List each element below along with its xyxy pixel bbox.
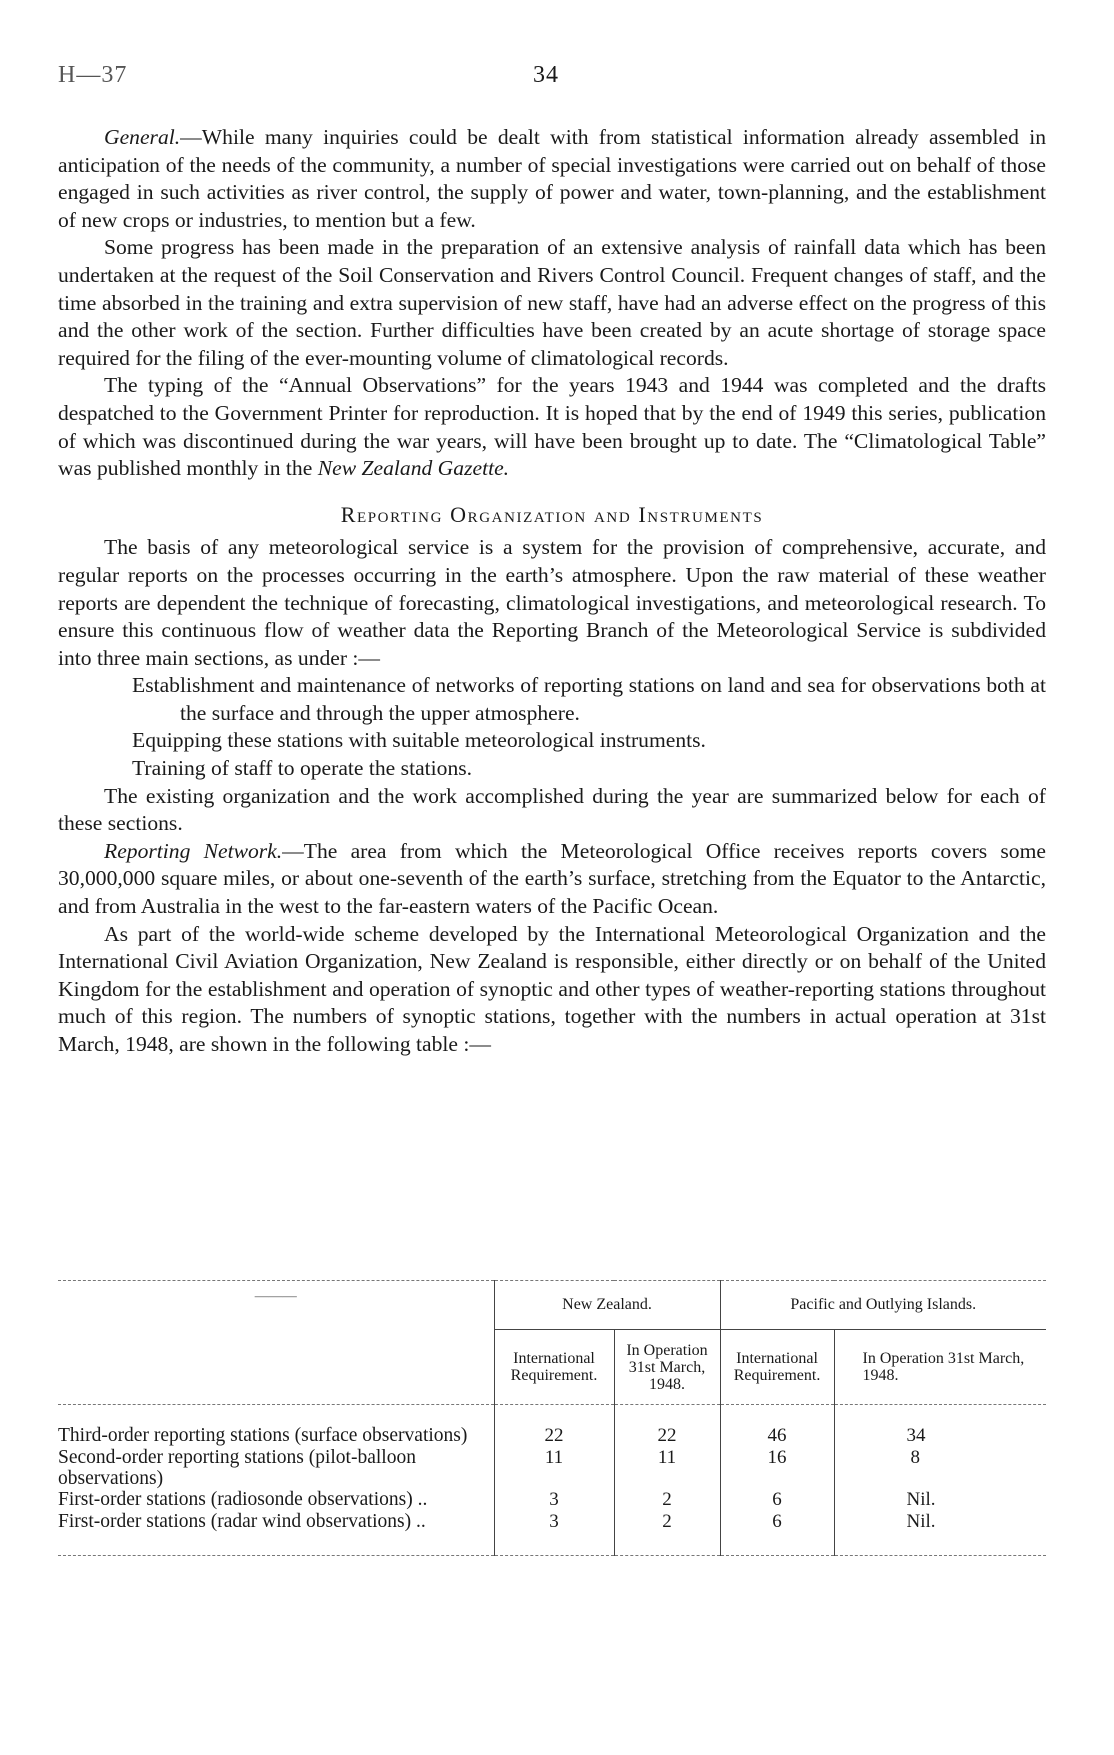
- table-row: [58, 1447, 1046, 1489]
- publication-title: New Zealand Gazette.: [317, 456, 510, 481]
- cell-pacific-in-operation: 34: [834, 1405, 1046, 1448]
- paragraph-text: The typing of the “Annual Observations” for the years 1943 and 1944 was completed and the drafts despatched to the Government Printer for reproduction. It is hoped that by the end of 1949 this series, publication of which was discontinued during the war years, will have been brought up to date. The “Climatological Table” was published monthly in the: [58, 373, 1046, 481]
- cell-pacific-requirement: 46: [720, 1405, 834, 1448]
- row-label: First-order stations (radar wind observations) ..: [58, 1511, 426, 1532]
- paragraph-service-basis: The basis of any meteorological service is a system for the provision of comprehensive, accurate, and regular reports on the processes occurring in the earth’s atmosphere. Upon the raw material of these weather reports are dependent the technique of forecasting, climatological investigations, and meteorological research. To ensure this continuous flow of weather data the Reporting Branch of the Meteorological Service is subdivided into three main sections, as under :—: [58, 535, 1046, 670]
- table-stub-header: ———: [254, 1289, 297, 1304]
- column-group-new-zealand: New Zealand.: [494, 1281, 720, 1330]
- cell-pacific-in-operation: Nil.: [834, 1511, 1046, 1556]
- cell-nz-in-operation: 2: [614, 1489, 720, 1511]
- column-header-pacific-in-operation: In Operation 31st March, 1948.: [834, 1330, 1046, 1405]
- column-header-nz-in-operation: In Operation 31st March, 1948.: [614, 1330, 720, 1405]
- cell-nz-requirement: 11: [494, 1447, 614, 1489]
- paragraph-text: —While many inquiries could be dealt with from statistical information already assembled in anticipation of the needs of the community, a number of special investigations were carried out on behalf of those engaged in such activities as river control, the supply of power and water, town-planning, and the establishment of new crops or industries, to mention but a few.: [58, 125, 1046, 232]
- document-body: [58, 124, 1046, 1059]
- page-number: 34: [533, 62, 559, 88]
- cell-pacific-requirement: 16: [720, 1447, 834, 1489]
- list-item: Establishment and maintenance of networks of reporting stations on land and sea for observations both at the surface and through the upper atmosphere.: [132, 673, 1046, 725]
- cell-nz-in-operation: 2: [614, 1511, 720, 1556]
- column-group-pacific-islands: Pacific and Outlying Islands.: [720, 1281, 1046, 1330]
- cell-pacific-in-operation: 8: [834, 1447, 1046, 1489]
- column-header-pacific-requirement: International Requirement.: [720, 1330, 834, 1405]
- paragraph-summary: The existing organization and the work accomplished during the year are summarized below for each of these sections.: [58, 783, 1046, 836]
- list-item: Training of staff to operate the stations.: [132, 756, 473, 781]
- paragraph-world-wide-scheme: As part of the world-wide scheme developed by the International Meteorological Organization and the International Civil Aviation Organization, New Zealand is responsible, either directly or on behalf of the United Kingdom for the establishment and operation of synoptic and other types of weather-reporting stations throughout much of this region. The numbers of synoptic stations, together with the numbers in actual operation at 31st March, 1948, are shown in the following table :—: [58, 921, 1046, 1056]
- paragraph-general: [58, 124, 1046, 234]
- page-header: [58, 62, 1046, 98]
- paragraph-lead-reporting-network: Reporting Network.: [104, 838, 283, 863]
- list-item: Equipping these stations with suitable meteorological instruments.: [132, 728, 706, 753]
- section-heading: Reporting Organization and Instruments: [340, 501, 764, 527]
- table-row: [58, 1489, 1046, 1511]
- cell-nz-requirement: 3: [494, 1489, 614, 1511]
- paragraph-text: —The area from which the Meteorological Office receives reports covers some 30,000,000 square miles, or about one-seventh of the earth’s surface, stretching from the Equator to the Antarctic, and from Australia in the west to the far-eastern waters of the Pacific Ocean.: [58, 838, 1046, 919]
- cell-nz-requirement: 3: [494, 1511, 614, 1556]
- stations-table: [58, 1280, 1046, 1556]
- cell-nz-in-operation: 11: [614, 1447, 720, 1489]
- paragraph-lead-general: General.: [104, 125, 181, 149]
- cell-pacific-requirement: 6: [720, 1489, 834, 1511]
- paragraph-annual-observations: [58, 372, 1046, 482]
- cell-pacific-requirement: 6: [720, 1511, 834, 1556]
- paragraph-reporting-network: [58, 838, 1046, 921]
- paragraph-rainfall-analysis: Some progress has been made in the preparation of an extensive analysis of rainfall data which has been undertaken at the request of the Soil Conservation and Rivers Control Council. Frequent changes of staff, and the time absorbed in the training and extra supervision of new staff, have had an adverse effect on the progress of this and the other work of the section. Further difficulties have been created by an acute shortage of storage space required for the filing of the ever-mounting volume of climatological records.: [58, 235, 1046, 370]
- row-label: First-order stations (radiosonde observations) ..: [58, 1489, 428, 1510]
- cell-nz-in-operation: 22: [614, 1405, 720, 1448]
- row-label: Second-order reporting stations (pilot-balloon observations): [58, 1447, 416, 1489]
- document-reference: H—37: [58, 62, 128, 88]
- row-label: Third-order reporting stations (surface observations): [58, 1425, 468, 1446]
- table-row: [58, 1405, 1046, 1448]
- cell-nz-requirement: 22: [494, 1405, 614, 1448]
- column-header-nz-requirement: International Requirement.: [494, 1330, 614, 1405]
- table-row: [58, 1511, 1046, 1556]
- cell-pacific-in-operation: Nil.: [834, 1489, 1046, 1511]
